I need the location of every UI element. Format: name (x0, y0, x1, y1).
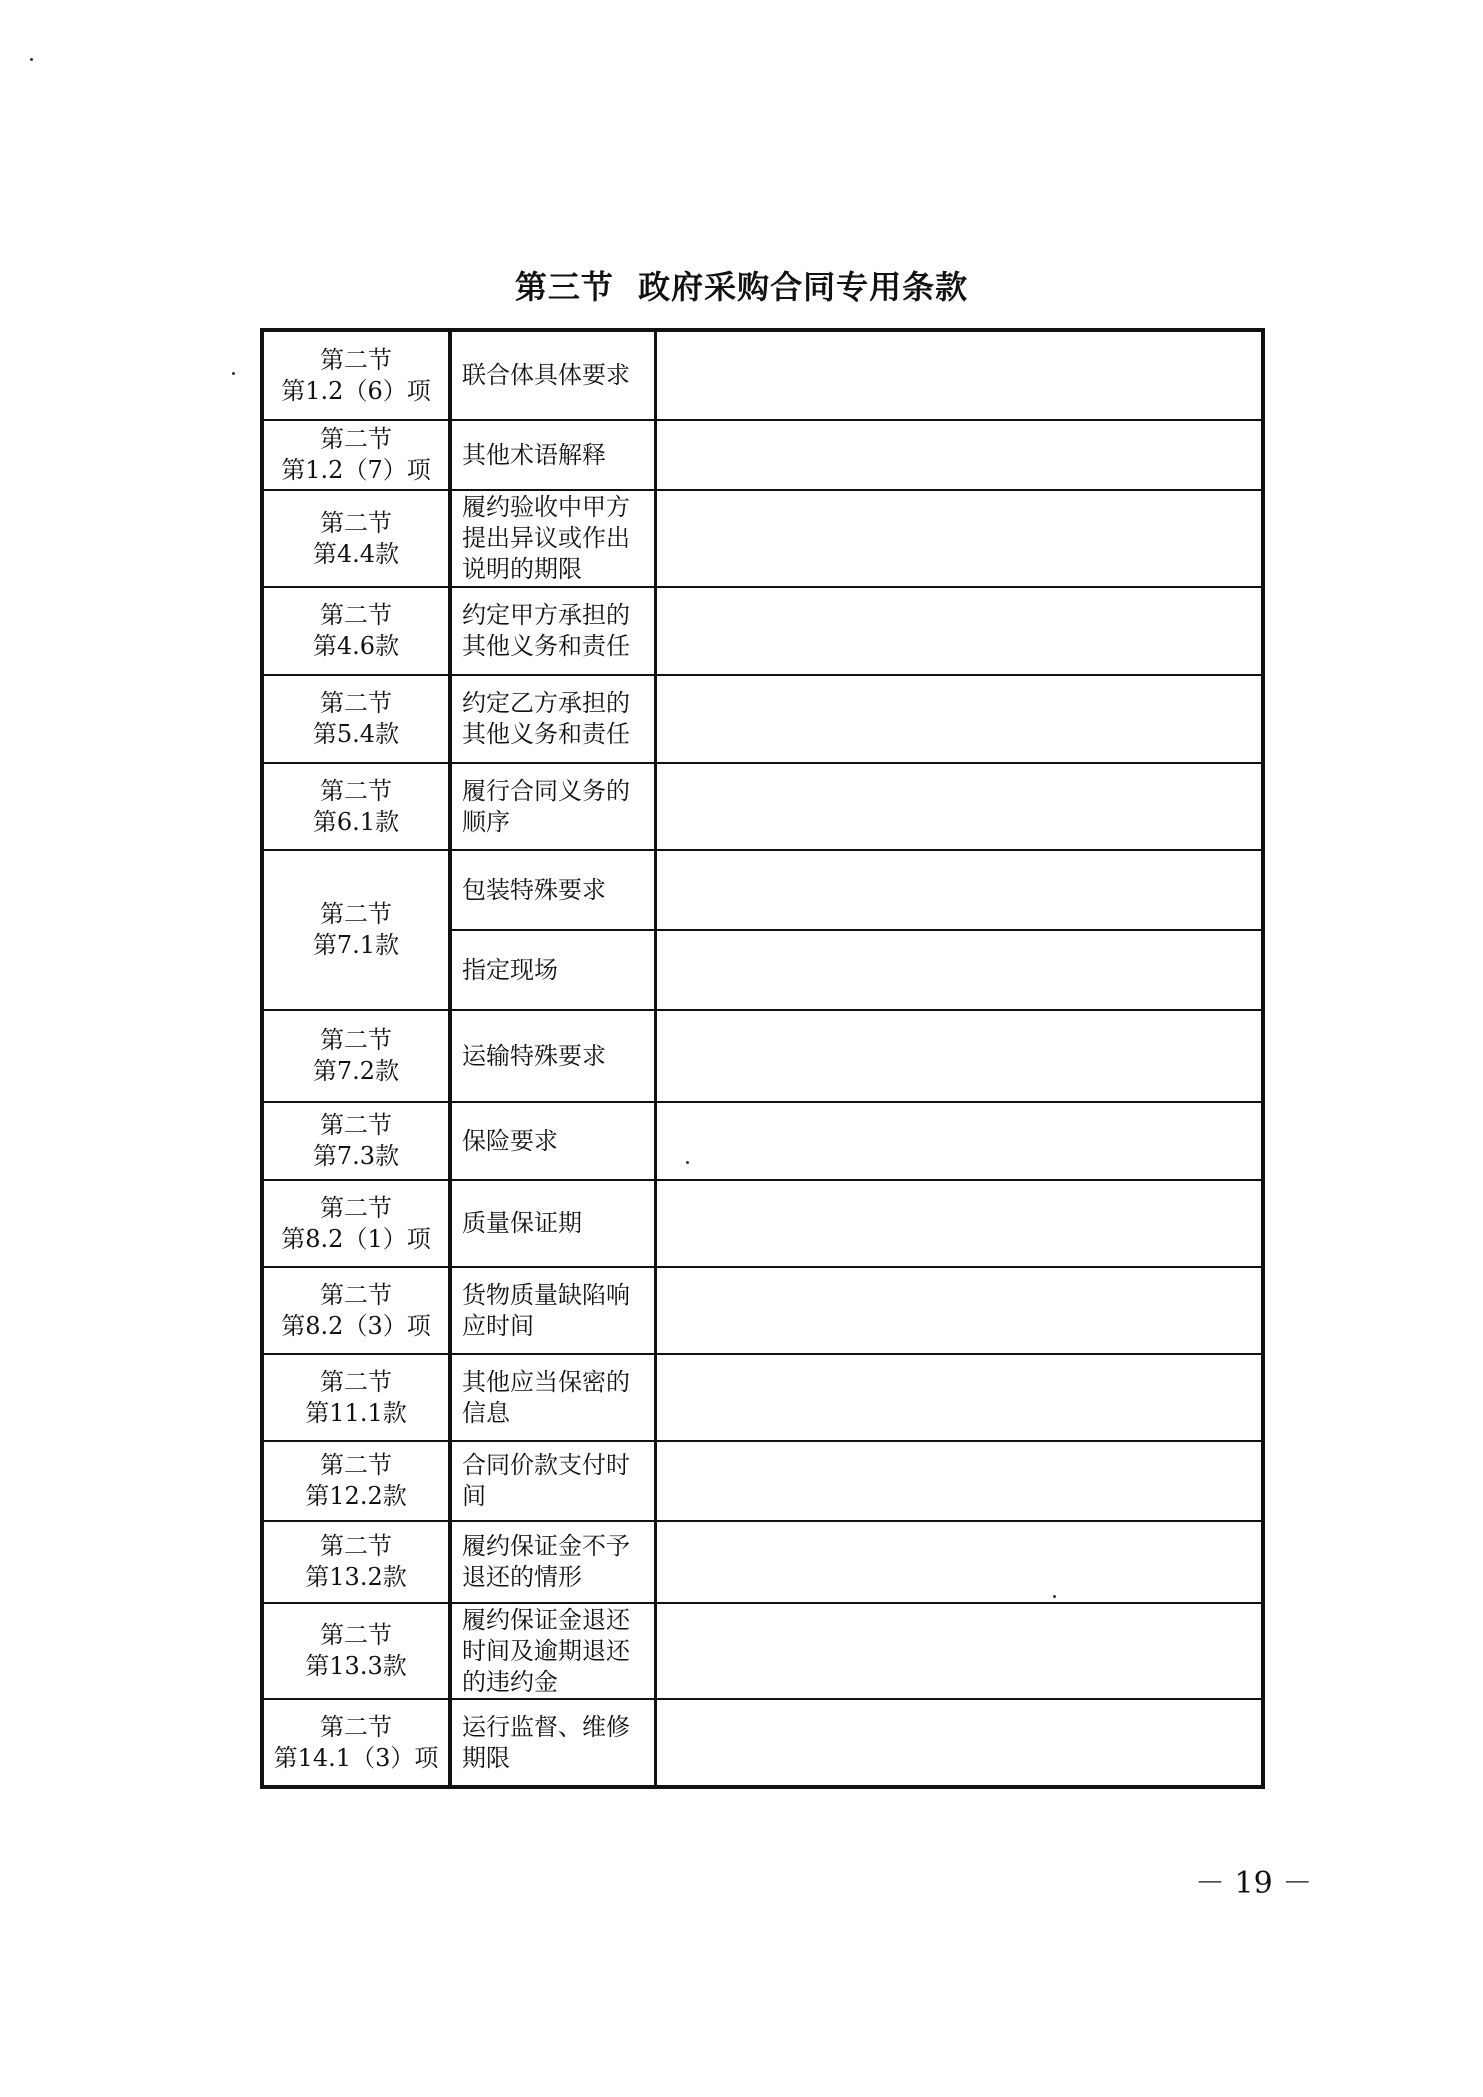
section-label: 第二节 (320, 1621, 392, 1649)
clause-value-cell[interactable] (655, 1010, 1263, 1102)
clause-reference (262, 587, 450, 675)
section-label: 第二节 (320, 1532, 392, 1560)
clause-number: 第1.2（6）项 (281, 376, 431, 405)
clause-item: 包装特殊要求 (450, 850, 655, 930)
clause-number: 第12.2款 (305, 1482, 407, 1510)
clause-value-cell[interactable] (655, 675, 1263, 763)
section-label: 第二节 (320, 689, 392, 717)
section-label: 第二节 (320, 601, 392, 629)
clause-value-cell[interactable] (655, 420, 1263, 490)
table-row (262, 587, 1263, 675)
clause-number: 第7.3款 (312, 1142, 400, 1170)
clause-reference (262, 763, 450, 850)
clause-item: 约定乙方承担的其他义务和责任 (450, 675, 655, 763)
clause-number: 第13.2款 (305, 1563, 407, 1591)
clause-number: 第1.2（7）项 (281, 456, 431, 484)
page-number: － 19 － (1195, 1866, 1313, 1901)
clause-value-cell[interactable] (655, 587, 1263, 675)
clause-value-cell[interactable] (655, 1267, 1263, 1354)
scan-speck (30, 58, 33, 61)
clause-value-cell[interactable] (655, 1699, 1263, 1787)
table-row (262, 675, 1263, 763)
table-row (262, 1699, 1263, 1787)
table-row (262, 850, 1263, 930)
clause-value-cell[interactable] (655, 490, 1263, 587)
clause-reference (262, 330, 450, 420)
scan-speck (1053, 1595, 1056, 1598)
section-label: 第二节 (320, 900, 392, 928)
clause-number: 第5.4款 (312, 720, 400, 748)
clause-item: 其他术语解释 (450, 420, 655, 490)
section-label: 第二节 (320, 345, 392, 374)
clause-value-cell[interactable] (655, 1603, 1263, 1699)
clause-reference (262, 490, 450, 587)
table-row (262, 1603, 1263, 1699)
clause-item: 指定现场 (450, 930, 655, 1010)
clause-value-cell[interactable] (655, 1102, 1263, 1180)
clause-value-cell[interactable] (655, 1521, 1263, 1603)
clause-reference (262, 1521, 450, 1603)
clause-item: 其他应当保密的信息 (450, 1354, 655, 1441)
clause-reference (262, 850, 450, 1010)
table-row (262, 1267, 1263, 1354)
clause-item: 约定甲方承担的其他义务和责任 (450, 587, 655, 675)
table-row (262, 1441, 1263, 1521)
clause-item: 运输特殊要求 (450, 1010, 655, 1102)
clause-item: 合同价款支付时间 (450, 1441, 655, 1521)
scan-speck (232, 372, 235, 375)
table-row (262, 490, 1263, 587)
table-row (262, 1102, 1263, 1180)
clause-value-cell[interactable] (655, 330, 1263, 420)
clause-item: 质量保证期 (450, 1180, 655, 1267)
table-row (262, 1180, 1263, 1267)
section-label: 第二节 (320, 1111, 392, 1139)
table-row (262, 1010, 1263, 1102)
clause-item: 联合体具体要求 (450, 330, 655, 420)
clause-reference (262, 1441, 450, 1521)
section-label: 第二节 (320, 776, 392, 805)
clause-number: 第6.1款 (312, 807, 400, 836)
clause-value-cell[interactable] (655, 1354, 1263, 1441)
clause-number: 第4.4款 (312, 539, 400, 568)
clause-item: 保险要求 (450, 1102, 655, 1180)
clause-value-cell[interactable] (655, 763, 1263, 850)
clause-item: 履行合同义务的顺序 (450, 763, 655, 850)
clause-reference (262, 1102, 450, 1180)
special-terms-table (260, 328, 1265, 1789)
clause-reference (262, 675, 450, 763)
clause-reference (262, 1354, 450, 1441)
clause-reference (262, 1603, 450, 1699)
clause-reference (262, 1180, 450, 1267)
clause-item: 履约验收中甲方提出异议或作出说明的期限 (450, 490, 655, 587)
section-label: 第二节 (320, 1026, 392, 1054)
section-label: 第二节 (320, 1451, 392, 1479)
clause-item: 履约保证金不予退还的情形 (450, 1521, 655, 1603)
clause-number: 第8.2（1）项 (281, 1224, 431, 1253)
clause-number: 第11.1款 (305, 1398, 407, 1427)
table-row (262, 420, 1263, 490)
clause-number: 第7.2款 (312, 1057, 400, 1085)
scan-speck (686, 1161, 689, 1164)
clause-value-cell[interactable] (655, 1441, 1263, 1521)
clause-value-cell[interactable] (655, 1180, 1263, 1267)
clause-item: 履约保证金退还时间及逾期退还的违约金 (450, 1603, 655, 1699)
section-label: 第二节 (320, 1280, 392, 1309)
clause-number: 第13.3款 (305, 1652, 407, 1680)
clause-number: 第7.1款 (312, 931, 400, 959)
section-label: 第二节 (320, 425, 392, 453)
clause-item: 货物质量缺陷响应时间 (450, 1267, 655, 1354)
section-label: 第二节 (320, 1712, 392, 1741)
clause-reference (262, 1699, 450, 1787)
clause-reference (262, 1267, 450, 1354)
clause-value-cell[interactable] (655, 850, 1263, 930)
table-row (262, 1521, 1263, 1603)
table-row (262, 1354, 1263, 1441)
table-row (262, 330, 1263, 420)
section-label: 第二节 (320, 1367, 392, 1396)
clause-number: 第14.1（3）项 (273, 1743, 439, 1772)
clause-reference (262, 420, 450, 490)
clause-value-cell[interactable] (655, 930, 1263, 1010)
section-title: 第三节 政府采购合同专用条款 (514, 268, 969, 306)
clause-number: 第8.2（3）项 (281, 1311, 431, 1340)
clause-reference (262, 1010, 450, 1102)
table-row (262, 763, 1263, 850)
section-label: 第二节 (320, 508, 392, 537)
section-label: 第二节 (320, 1193, 392, 1222)
clause-item: 运行监督、维修期限 (450, 1699, 655, 1787)
clause-number: 第4.6款 (312, 632, 400, 660)
